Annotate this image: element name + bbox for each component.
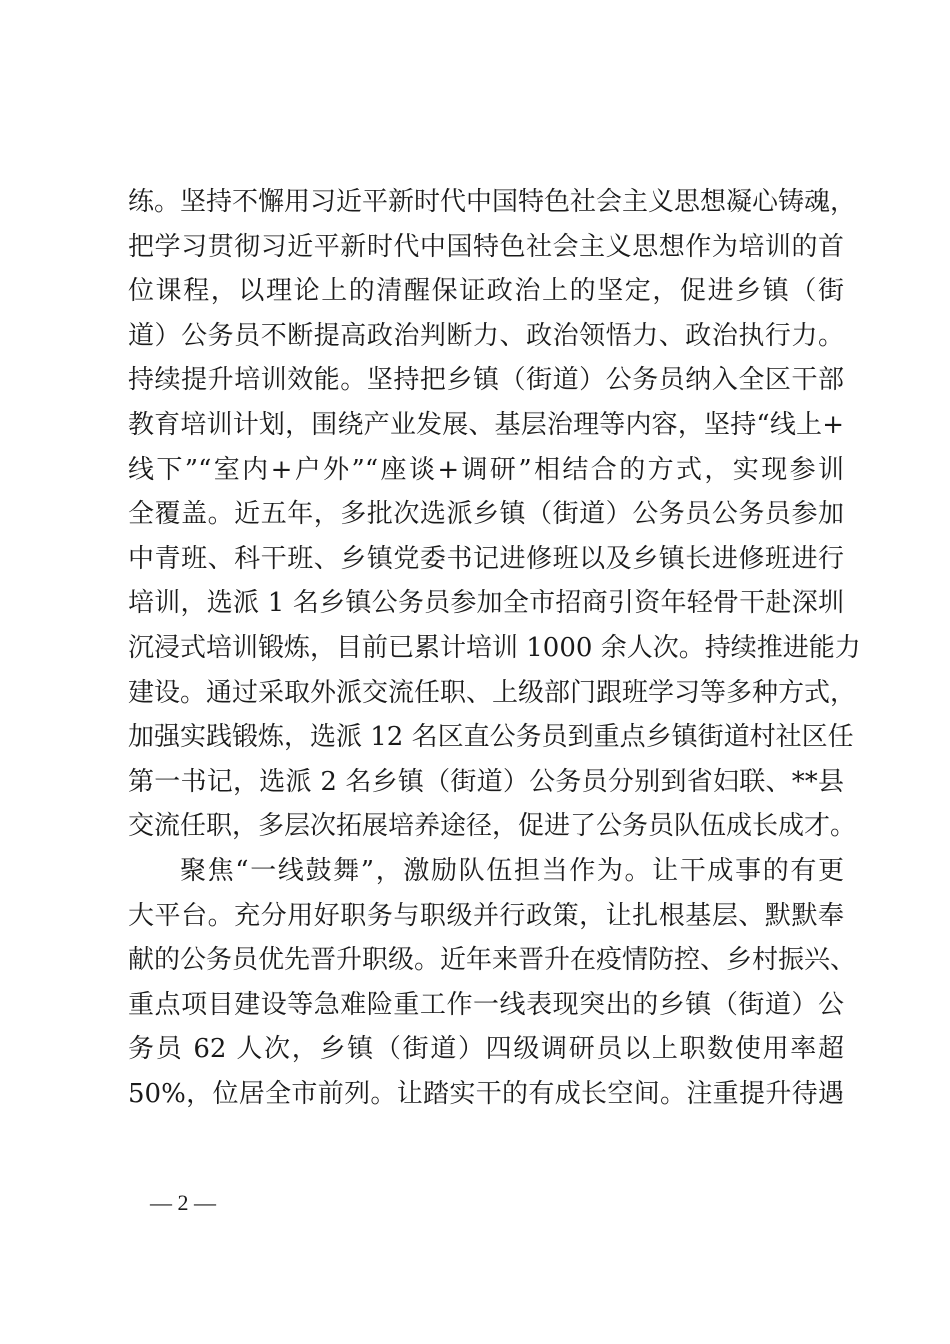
body-text <box>128 180 861 1116</box>
text-line: 持续提升培训效能。坚持把乡镇（街道）公务员纳入全区干部 <box>128 365 844 396</box>
text-line: 聚焦“一线鼓舞”，激励队伍担当作为。让干成事的有更 <box>180 855 844 886</box>
text-line: 交流任职，多层次拓展培养途径，促进了公务员队伍成长成才。 <box>128 811 857 842</box>
text-line: 献的公务员优先晋升职级。近年来晋升在疫情防控、乡村振兴、 <box>128 945 857 976</box>
page-number: — 2 — <box>150 1190 216 1215</box>
text-line: 全覆盖。近五年，多批次选派乡镇（街道）公务员公务员参加 <box>128 499 844 530</box>
text-line: 沉浸式培训锻炼，目前已累计培训 1000 余人次。持续推进能力 <box>128 632 861 663</box>
text-line: 道）公务员不断提高政治判断力、政治领悟力、政治执行力。 <box>128 320 844 351</box>
text-line: 重点项目建设等急难险重工作一线表现突出的乡镇（街道）公 <box>128 989 844 1020</box>
text-line: 第一书记，选派 2 名乡镇（街道）公务员分别到省妇联、**县 <box>128 766 844 797</box>
text-line: 大平台。充分用好职务与职级并行政策，让扎根基层、默默奉 <box>128 900 844 931</box>
text-line: 务员 62 人次，乡镇（街道）四级调研员以上职数使用率超 <box>128 1034 844 1065</box>
text-line: 教育培训计划，围绕产业发展、基层治理等内容，坚持“线上+ <box>128 409 844 440</box>
text-line: 练。坚持不懈用习近平新时代中国特色社会主义思想凝心铸魂， <box>128 187 857 217</box>
text-line: 加强实践锻炼，选派 12 名区直公务员到重点乡镇街道村社区任 <box>128 722 854 753</box>
text-line: 培训，选派 1 名乡镇公务员参加全市招商引资年轻骨干赴深圳 <box>128 588 844 619</box>
text-line: 线下”“室内+户外”“座谈+调研”相结合的方式，实现参训 <box>128 454 844 485</box>
text-line: 位课程，以理论上的清醒保证政治上的坚定，促进乡镇（街 <box>128 276 844 307</box>
text-line: 建设。通过采取外派交流任职、上级部门跟班学习等多种方式， <box>128 677 857 708</box>
text-line: 把学习贯彻习近平新时代中国特色社会主义思想作为培训的首 <box>128 231 844 262</box>
text-line: 中青班、科干班、乡镇党委书记进修班以及乡镇长进修班进行 <box>128 543 844 574</box>
text-line: 50%，位居全市前列。让踏实干的有成长空间。注重提升待遇 <box>128 1078 844 1109</box>
